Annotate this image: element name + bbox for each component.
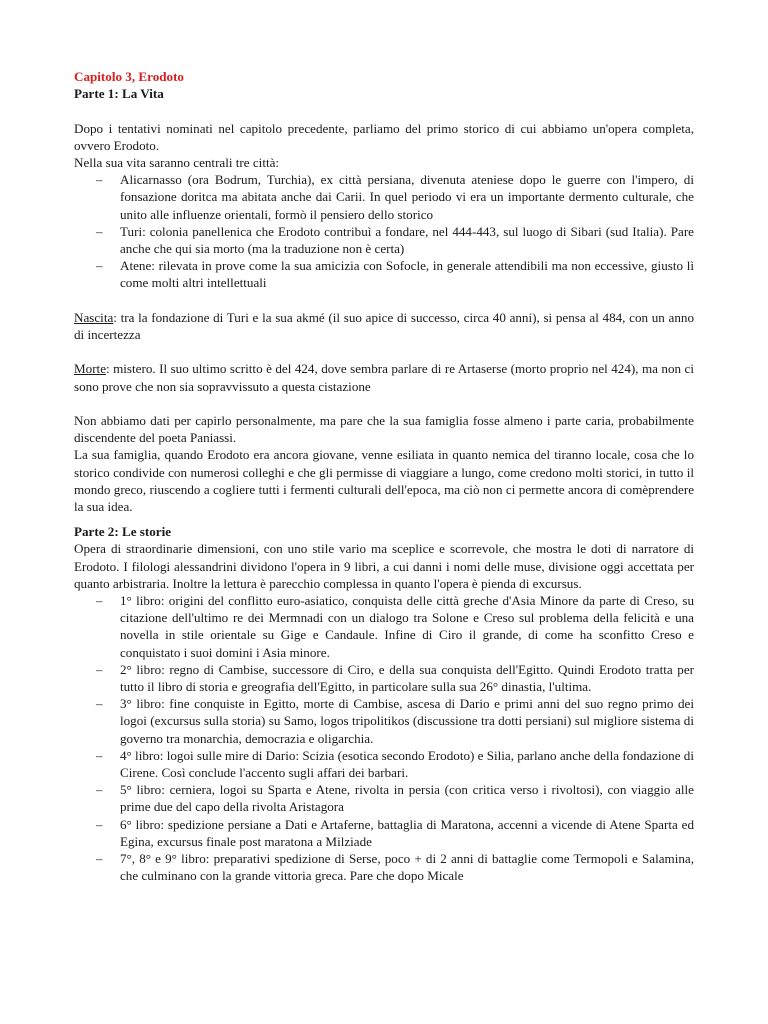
- list-item: – 7°, 8° e 9° libro: preparativi spedizione di Serse, poco + di 2 anni di battaglie come Termopoli e Salamina, che culminano con la grande vittoria greca. Pare che dopo Micale: [96, 851, 694, 884]
- list-item: – 2° libro: regno di Cambise, successore di Ciro, e della sua conquista dell'Egitto. Quindi Erodoto tratta per tutto il libro di storia e greografia dell'Egitto, in particolare sulla sua 26° dinastia, l'ultima.: [96, 661, 694, 695]
- list-item: – 3° libro: fine conquiste in Egitto, morte di Cambise, ascesa di Dario e primi anni del suo regno primo dei logoi (excursus sulla storia) su Samo, logos tripolitikos (discussione tra dotti persiani) sul migliore sistema di governo tra monarchia, democrazia e oligarchia.: [96, 696, 694, 746]
- dash-bullet: –: [96, 661, 103, 677]
- books-list: [74, 592, 694, 884]
- dash-bullet: –: [96, 747, 103, 763]
- intro-cities-lead: Nella sua vita saranno centrali tre città:: [74, 155, 280, 170]
- intro-paragraph: Dopo i tentativi nominati nel capitolo precedente, parliamo del primo storico di cui abbiamo un'opera completa, ovvero Erodoto.: [74, 120, 694, 153]
- family-paragraph-2: La sua famiglia, quando Erodoto era ancora giovane, venne esiliata in quanto nemica del tiranno locale, cosa che lo storico condivide con numerosi colleghi e che gli permisse di viaggiare a lungo, come credono molti storici, in tutto il mondo greco, riuscendo a cogliere tutti i fermenti culturali dell'epoca, ma ciò non ci permette ancora di comèprendere la sua idea.: [74, 447, 694, 515]
- storie-paragraph: Opera di straordinarie dimensioni, con uno stile vario ma sceplice e scorrevole, che mostra le doti di narratore di Erodoto. I filologi alessandrini dividono l'opera in 9 libri, a cui danni i nomi delle muse, divisione oggi accettata per quanto arbistraria. Inoltre la lettura è parecchio complessa in quanto l'opera è pienda di excursus.: [74, 541, 694, 591]
- list-item: – Alicarnasso (ora Bodrum, Turchia), ex città persiana, divenuta ateniese dopo le guerre con l'impero, di fonsazione doritca ma abitata anche dai Carii. In quel periodo vi era un importante dermento culturale, che unito alle influenze orientali, formò il pensiero dello storico: [96, 172, 694, 222]
- dash-bullet: –: [96, 593, 103, 609]
- nascita-paragraph: Nascita: tra la fondazione di Turi e la sua akmé (il suo apice di successo, circa 40 anni), si pensa al 484, con un anno di incertezza: [74, 309, 694, 343]
- list-item: – 5° libro: cerniera, logoi su Sparta e Atene, rivolta in persia (con critica verso i rivoltosi), con viaggio alle prime due del capo della rivolta Aristagora: [96, 782, 694, 815]
- list-item: – 4° libro: logoi sulle mire di Dario: Scizia (esotica secondo Erodoto) e Silia, parlano anche della fondazione di Cirene. Così conclude l'accento sugli affari dei barbari.: [96, 747, 694, 781]
- chapter-title: Capitolo 3, Erodoto: [74, 69, 184, 84]
- nascita-label: Nascita: [74, 309, 114, 325]
- list-item: – 1° libro: origini del conflitto euro-asiatico, conquista delle città greche d'Asia Minore da parte di Creso, su citazione dell'ultimo re dei Mermnadi con un dialogo tra Solone e Creso sul problema della felicità e una novella in stile orientale su Gige e Candaule. Infine di Ciro il grande, di come ha sconfitto Creso e conquistato i suoi domini i Asia minore.: [96, 593, 694, 660]
- part1-title: Parte 1: La Vita: [74, 86, 164, 102]
- morte-label: Morte: [74, 361, 106, 377]
- part2-title: Parte 2: Le storie: [74, 524, 172, 540]
- cities-list: [74, 171, 694, 291]
- list-item: – 6° libro: spedizione persiane a Dati e Artaferne, battaglia di Maratona, accenni a vicende di Atene Sparta ed Egina, excursus finale post maratona a Milziade: [96, 816, 694, 849]
- dash-bullet: –: [96, 816, 103, 832]
- dash-bullet: –: [96, 851, 103, 867]
- family-paragraph-1: Non abbiamo dati per capirlo personalmente, ma pare che la sua famiglia fosse almeno i parte caria, probabilmente discendente del poeta Paniassi.: [74, 413, 694, 446]
- dash-bullet: –: [96, 258, 103, 274]
- document-body: [74, 68, 694, 884]
- list-item: – Turi: colonia panellenica che Erodoto contribuì a fondare, nel 444-443, sul luogo di Sibari (sud Italia). Pare anche che qui sia morto (ma la traduzione non è certa): [96, 223, 694, 257]
- dash-bullet: –: [96, 223, 103, 239]
- dash-bullet: –: [96, 696, 103, 712]
- list-item: – Atene: rilevata in prove come la sua amicizia con Sofocle, in generale attendibili ma non eccessive, giusto lì come molti altri intellettuali: [96, 258, 694, 291]
- dash-bullet: –: [96, 782, 103, 798]
- dash-bullet: –: [96, 172, 103, 188]
- morte-paragraph: Morte: mistero. Il suo ultimo scritto è del 424, dove sembra parlare di re Artaserse (morto proprio nel 424), ma non ci sono prove che non sia sopravvissuto a questa cistazione: [74, 361, 694, 394]
